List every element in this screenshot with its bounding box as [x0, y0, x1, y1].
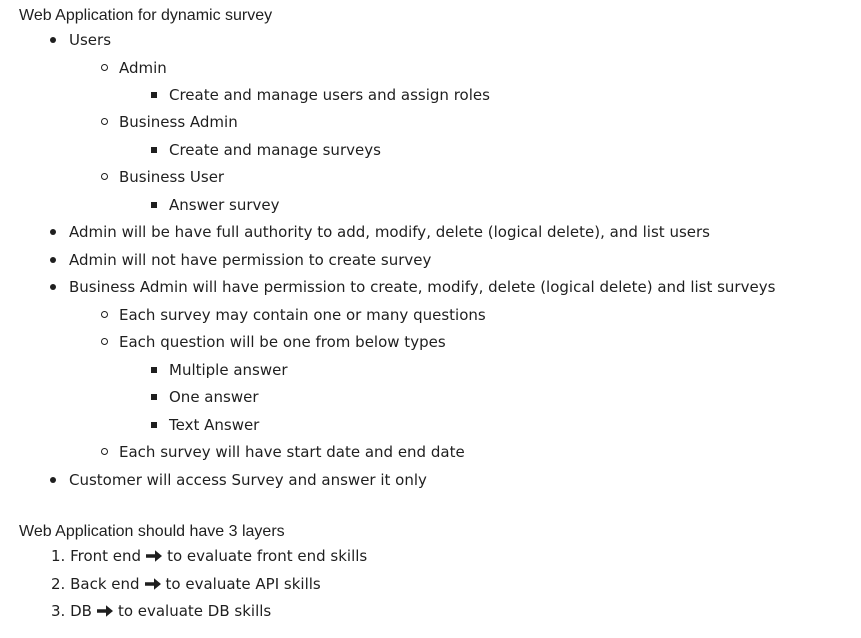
section-heading-layers: Web Application should have 3 layers: [19, 523, 285, 540]
list-item-text: Text Answer: [169, 416, 260, 434]
list-item-text: One answer: [169, 388, 259, 406]
disc-bullet-icon: [50, 477, 56, 483]
layer-name: Back end: [70, 575, 140, 593]
layer-purpose: to evaluate DB skills: [117, 602, 272, 620]
circle-bullet-icon: [101, 338, 108, 345]
disc-bullet-icon: [50, 284, 56, 290]
layer-number: 2.: [51, 575, 66, 593]
layer-purpose: to evaluate front end skills: [167, 547, 368, 565]
list-item-text: Business User: [119, 168, 225, 186]
square-bullet-icon: [151, 422, 157, 428]
list-item-text: Customer will access Survey and answer it only: [69, 471, 427, 489]
circle-bullet-icon: [101, 173, 108, 180]
square-bullet-icon: [151, 367, 157, 373]
list-item-text: Admin will not have permission to create survey: [69, 251, 432, 269]
layer-number: 1.: [51, 547, 66, 565]
layer-name: Front end: [70, 547, 142, 565]
list-item-text: Create and manage users and assign roles: [169, 86, 490, 104]
list-item-text: Each question will be one from below types: [119, 333, 446, 351]
right-arrow-icon: [144, 577, 162, 591]
layer-name: DB: [70, 602, 92, 620]
circle-bullet-icon: [101, 448, 108, 455]
square-bullet-icon: [151, 394, 157, 400]
list-item-text: Admin will be have full authority to add, modify, delete (logical delete), and list users: [69, 223, 710, 241]
list-item-text: Business Admin will have permission to create, modify, delete (logical delete) and list surveys: [69, 278, 776, 296]
section-heading-survey: Web Application for dynamic survey: [19, 7, 273, 24]
list-item-text: Each survey may contain one or many questions: [119, 306, 486, 324]
disc-bullet-icon: [50, 37, 56, 43]
square-bullet-icon: [151, 92, 157, 98]
list-item-text: Admin: [119, 59, 167, 77]
list-item-text: Answer survey: [169, 196, 280, 214]
disc-bullet-icon: [50, 257, 56, 263]
list-item-text: Business Admin: [119, 113, 238, 131]
circle-bullet-icon: [101, 118, 108, 125]
list-item-text: Multiple answer: [169, 361, 288, 379]
layer-purpose: to evaluate API skills: [165, 575, 321, 593]
square-bullet-icon: [151, 147, 157, 153]
layer-number: 3.: [51, 602, 66, 620]
layer-item-back-end: [51, 573, 321, 595]
circle-bullet-icon: [101, 311, 108, 318]
list-item-text: Users: [69, 31, 112, 49]
disc-bullet-icon: [50, 229, 56, 235]
layer-item-front-end: [51, 545, 367, 567]
layer-item-db: [51, 600, 271, 622]
square-bullet-icon: [151, 202, 157, 208]
list-item-text: Each survey will have start date and end date: [119, 443, 465, 461]
right-arrow-icon: [96, 604, 114, 618]
right-arrow-icon: [145, 549, 163, 563]
list-item-text: Create and manage surveys: [169, 141, 381, 159]
circle-bullet-icon: [101, 64, 108, 71]
